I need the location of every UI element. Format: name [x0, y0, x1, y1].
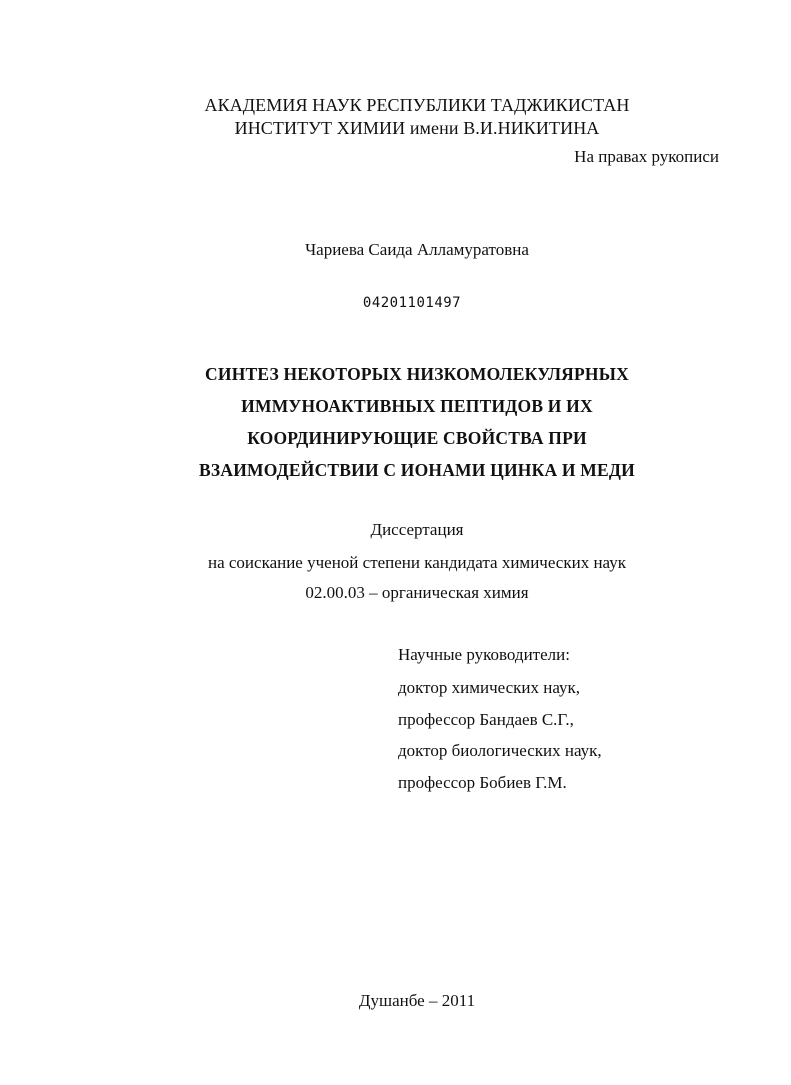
- institute-name: ИНСТИТУТ ХИМИИ имени В.И.НИКИТИНА: [234, 118, 600, 138]
- manuscript-rights-note: На правах рукописи: [574, 147, 719, 166]
- thesis-specialty: 02.00.03 – органическая химия: [305, 583, 529, 602]
- thesis-title-line: ИММУНОАКТИВНЫХ ПЕПТИДОВ И ИХ: [241, 396, 593, 416]
- thesis-type: Диссертация: [370, 520, 464, 539]
- supervisor-line: доктор биологических наук,: [398, 741, 602, 760]
- thesis-title-line: СИНТЕЗ НЕКОТОРЫХ НИЗКОМОЛЕКУЛЯРНЫХ: [205, 364, 629, 384]
- city-year: Душанбе – 2011: [358, 991, 476, 1010]
- academy-name: АКАДЕМИЯ НАУК РЕСПУБЛИКИ ТАДЖИКИСТАН: [204, 95, 630, 115]
- registration-code: 04201101497: [362, 295, 462, 311]
- supervisor-line: профессор Бандаев С.Г.,: [398, 710, 574, 729]
- thesis-title-line: ВЗАИМОДЕЙСТВИИ С ИОНАМИ ЦИНКА И МЕДИ: [199, 460, 635, 480]
- thesis-degree: на соискание ученой степени кандидата химических наук: [207, 553, 626, 572]
- thesis-title-line: КООРДИНИРУЮЩИЕ СВОЙСТВА ПРИ: [247, 428, 587, 448]
- author-name: Чариева Саида Алламуратовна: [305, 240, 529, 259]
- supervisor-line: доктор химических наук,: [398, 678, 581, 697]
- supervisor-line: профессор Бобиев Г.М.: [398, 773, 567, 792]
- supervisors-heading: Научные руководители:: [398, 645, 570, 664]
